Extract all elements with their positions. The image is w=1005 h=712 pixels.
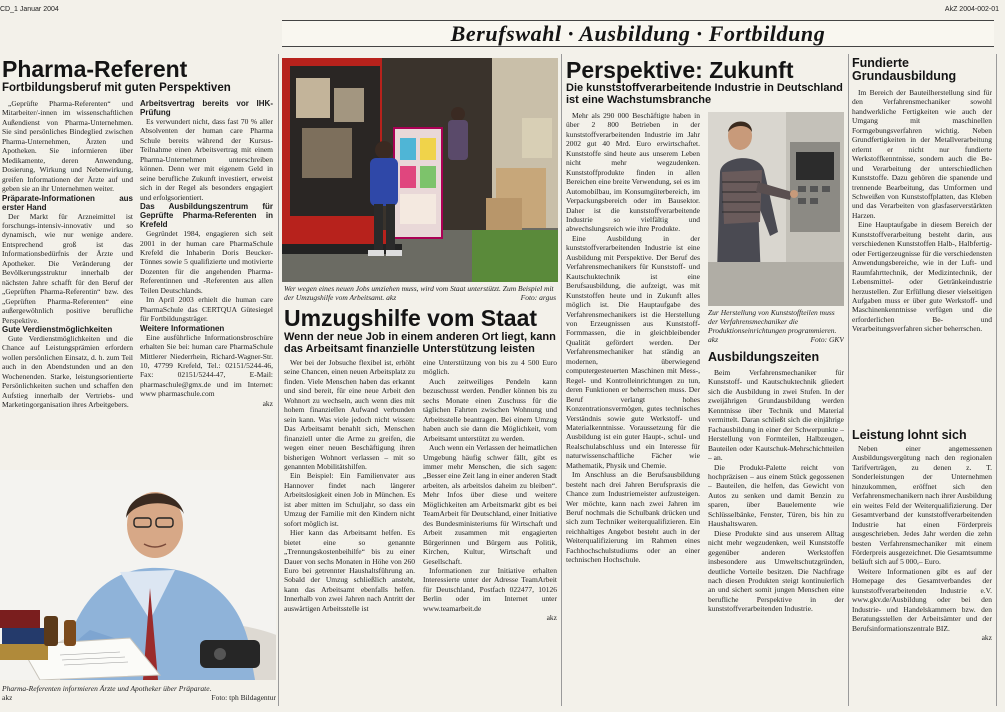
- umzug-para: Hier kann das Arbeitsamt helfen. Es bietet eine so genannte „Trennungskostenbeihilfe“ bis zu einer Dauer von sechs Monaten in Höhe von 260 Euro bei getrennter Haushaltsführung an. Sobald der Umzug schließlich ansteht, kann das Arbeitsamt ebenfalls helfen. Innerhalb von zwei Jahren nach Antritt der auswärtigen Arbeitsstelle ist: [284, 528, 415, 613]
- right-para: Neben einer angemessenen Ausbildungsvergütung nach den regionalen Tarifverträgen, zu denen z. T. Sonderleistungen der Unternehmen hinzukommen, eröffnet sich den Verfahrensmechanikern nach ihrer Ausbildung ein weites Feld der Weiterqualifizierung. Der Gesamtverband der kunststoffverarbeitenden Industrie hat einen Förderpreis ausgeschrieben. Jedes Jahr werden die zehn besten Verfahrensmechaniker mit einem Förderpreis ausgezeichnet. Die Gesamtsumme beläuft sich auf 5 000,– Euro.: [852, 444, 992, 567]
- pharma-subhead: Das Ausbildungszentrum für Geprüfte Pharma-Referenten in Krefeld: [140, 202, 273, 230]
- umzug-column-2: [423, 358, 557, 707]
- pharma-para: Im April 2003 erhielt die human care PharmaSchule das CERTQUA Gütesiegel für Fortbildungsträger.: [140, 295, 273, 324]
- zukunft-caption: Zur Herstellung von Kunststoffteilen muss der Verfahrensmechaniker die Produktionseinrichtungen programmieren. akz: [708, 308, 837, 344]
- pharma-akz: akz: [2, 693, 13, 702]
- pharma-subhead: Gute Verdienstmöglichkeiten: [2, 324, 113, 334]
- umzug-column-1: [284, 358, 415, 707]
- pharma-subhead: Arbeitsvertrag bereits vor IHK-Prüfung: [140, 99, 273, 117]
- zukunft-para: Beim Verfahrensmechaniker für Kunststoff- und Kautschuktechnik gliedert sich die Ausbildung in zwei Stufen. In der zweijährigen Grundausbildung werden Kenntnisse über Technik und Material vermittelt. Daran schließt sich die einjährige Fachausbildung in einer der Schwerpunkte – Herstellung von Formteilen, Halbzeugen, Bauteilen oder Kautschuk-Mehrschichtteilen – an.: [708, 368, 844, 463]
- umzug-para: Auch wenn ein Verlassen der heimatlichen Umgebung häufig schwer fällt, gibt es immer mehr Menschen, die sich sagen: „Besser eine Zeit lang in einer anderen Stadt arbeiten, als arbeitslos daheim zu bleiben“. Mehr Infos über diese und weitere Möglichkeiten am Arbeitsmarkt gibt es bei TeamArbeit für Deutschland, einer Initiative des Bundesministeriums für Wirtschaft und Arbeit zusammen mit engagierten Bürgerinnen und Bürgern aus Politik, Kirchen, Kultur, Wirtschaft und Gesellschaft.: [423, 443, 557, 566]
- column-divider: [848, 54, 849, 706]
- umzug-subtitle: Wenn der neue Job in einem anderen Ort liegt, kann das Arbeitsamt finanzielle Unterstützung leisten: [284, 331, 556, 355]
- umzug-para: Auch zeitweiliges Pendeln kann bezuschusst werden. Pendler können bis zu sechs Monate einen Zuschuss für die täglichen Fahrten zwischen Wohnung und Arbeitsstelle beantragen. Bei einem Umzug haben auch sie dann die Möglichkeit, vom Arbeitsamt unterstützt zu werden.: [423, 376, 557, 443]
- umzug-para: Informationen zur Initiative erhalten Interessierte unter der Adresse TeamArbeit für Deutschland, Postfach 022477, 10126 Berlin oder im Internet unter www.teamarbeit.de: [423, 565, 557, 613]
- zukunft-para: Mehr als 290 000 Beschäftigte haben in über 2 800 Betrieben in der kunststoffverarbeitenden Industrie im Jahr 2002 gut 40 Mrd. Euro erwirtschaftet. Kunststoffe sind heute aus unserem Leben nicht mehr wegzudenken. Kunststoffprodukte finden in allen Bereichen eine breite Verwendung, sei es im Automobilbau, im Konsumgüterbereich, im Verpackungsbereich oder im Bausektor. Daher ist die kunststoffverarbeitende Industrie so vielfältig und abwechslungsreich wie ihre Produkte.: [566, 111, 700, 234]
- issue-code: AkZ 2004-002-01: [944, 6, 999, 13]
- umzug-photo: [282, 58, 558, 282]
- pharma-subtitle: Fortbildungsberuf mit guten Perspektiven: [2, 82, 231, 94]
- zukunft-column-1: [566, 111, 700, 706]
- column-divider: [561, 54, 562, 706]
- umzug-para: Ein Beispiel: Ein Familienvater aus Hannover findet nach längerer Arbeitslosigkeit einen Job in München. Es ist aber mitten im Schuljahr, so dass ein Umzug der Familie mit den Kindern nicht sofort möglich ist.: [284, 471, 415, 528]
- column-divider: [278, 54, 279, 706]
- pharma-column-1: [2, 99, 133, 496]
- right-column-bottom: [852, 444, 992, 706]
- pharma-para: Der Markt für Arzneimittel ist forschungs-intensiv-innovativ und so dynamisch, wie nur wenige andere. Entsprechend groß ist das Informationsbedürfnis der Ärzte und Apotheker. Die Veränderung der Bevölkerungsstruktur innerhalb der nächsten Jahre schafft für den Beruf der „Geprüften Pharma-Referentin“ bzw. des „Geprüften Pharma-Referenten“ eine außergewöhnlich positive berufliche Perspektive.: [2, 211, 133, 325]
- right-akz: akz: [981, 633, 992, 643]
- right-column-top: [852, 88, 992, 426]
- right-para: Im Bereich der Bauteilherstellung sind für den Verfahrensmechaniker sowohl handwerkliche Fertigkeiten wie auch der Umgang mit maschinellen Formgebungsverfahren wichtig. Neben Grundfertigkeiten in der Metallverarbeitung erlernt er nicht nur fundierte Werkstoffkenntnisse, sondern auch die Be- und Verarbeitung der unterschiedlichen Kunststoffe. Dazu gehören die spanende und trennende Bearbeitung, das Umformen und Schweißen von Kunststoffplatten, das Kleben und das Verarbeiten von glasfaserverstärkten Harzen.: [852, 88, 992, 220]
- umzug-akz: akz: [546, 613, 557, 623]
- pharma-para: Eine ausführliche Informationsbroschüre erhalten Sie bei: human care PharmaSchule Mittlerer Niederrhein, Richard-Wagner-Str. 10, 47799 Krefeld, Tel.: 02151/5244-46, Fax: 02151/5244-47, E-Mail: pharmaschule@gmx.de und im Internet: www pharmaschule.com: [140, 332, 273, 399]
- pharma-para: Gegründet 1984, engagieren sich seit 2001 in der human care PharmaSchule Krefeld die Inhaberin Doris Beucker-Tönnes sowie 5 qualifizierte und motivierte Dozenten für die angehenden Pharma-Referentinnen und -Referenten aus allen Teilen Deutschlands.: [140, 229, 273, 295]
- umzug-para: Wer bei der Jobsuche flexibel ist, erhöht seine Chancen, einen neuen Arbeitsplatz zu finden. Viele Menschen haben das erkannt und sind bereit, für eine neue Arbeit den Wohnort zu wechseln, auch wenn dies mit hohem finanziellen Aufwand verbunden sein kann. Was viele jedoch nicht wissen: Das Arbeitsamt benahlt sich, Menschen finanziell unter die Arme zu greifen, die wegen einer neuen Beschäftigung ihren bisherigen Wohnort verlassen – mit so genannten Mobilitätshilfen.: [284, 358, 415, 471]
- zukunft-photo: [708, 112, 844, 306]
- right-subhead-leistung: Leistung lohnt sich: [852, 428, 967, 442]
- issue-date: CD_1 Januar 2004: [0, 6, 59, 13]
- pharma-para: „Geprüfte Pharma-Referenten“ und Mitarbeiter/-innen im wissenschaftlichen Außendienst von Pharma-Unternehmen. Sie sind persönliches Bindeglied zwischen Pharma-Unternehmen, Ärzten und Apotheken. Sie informieren über Medikamente, deren Anwendung, Dosierung, Wirkung und Nebenwirkung, greifen Informationen der Ärzte auf und geben sie an ihr Unternehmen weiter.: [2, 99, 133, 194]
- right-para: Weitere Informationen gibt es auf der Homepage des Gesamtverbandes der kunststoffverarbeitenden Industrie e.V. www.gkv.de/Ausbildung oder bei den Industrie- und Handelskammern bzw. den Beratungsstellen der Arbeitsämter und der Berufsinformationszentrale BIZ.: [852, 566, 992, 633]
- page-edge-rule: [996, 54, 997, 706]
- pharma-signature: akz: [262, 398, 273, 408]
- umzug-para: eine Unterstützung von bis zu 4 500 Euro möglich.: [423, 358, 557, 377]
- pharma-para: Es verwundert nicht, dass fast 70 % aller Absolventen der human care Pharma Schule bereits während der Kursus-Teilnahme einen Arbeitsvertrag mit einem Pharma-Unternehmen unterschreiben können. Denn wer mit eigenem Geld in seine berufliche Zukunft investiert, erweist sich in der Regel als besonders engagiert und erfolgsorientiert.: [140, 117, 273, 202]
- pharma-subhead: Weitere Informationen: [140, 323, 225, 333]
- pharma-caption: Pharma-Referenten informieren Ärzte und Apotheker über Präparate.: [2, 684, 212, 693]
- zukunft-para: Die Produkt-Palette reicht von hochpräzisen – aus einem Stück gegossenen – Bauteilen, die helfen, das Gewicht von Autos zu senken und damit Benzin zu sparen, über Bauelemente wie Schlüsselbänke, Fenster, Türen, bis hin zu Haushaltswaren.: [708, 462, 844, 529]
- zukunft-photo-credit: Foto: GKV: [810, 335, 844, 344]
- zukunft-subtitle: Die kunststoffverarbeitende Industrie in Deutschland ist eine Wachstumsbranche: [566, 82, 843, 106]
- pharma-subhead: Präparate-Informationen aus erster Hand: [2, 193, 133, 212]
- pharma-column-2: [140, 99, 273, 496]
- pharma-para: Gute Verdienstmöglichkeiten und die Chance auf Leistungsprämien erfordern wollen persönlichen Einsatz, d. h. zum Teil auch in den Abendstunden und an den Wochenenden. Starke, leistungsorientierte Persönlichkeiten suchen und schaffen den Aufstieg innerhalb der Vertriebs- und Marketingorganisation ihres Arbeitgebers.: [2, 333, 133, 410]
- right-para: Eine Hauptaufgabe in diesem Bereich der Kunststoffverarbeitung besteht darin, aus verschiedenen Kunststoffen Halb-, Halbfertig- oder Fertigerzeugnisse für die verschiedensten Anwendungsbereiche, wie in der Luft- und Raumfahrttechnik, der Medizintechnik, der Lebensmittel- oder Getränkeindustrie herzustellen. Zur Erfüllung dieser vielseitigen Aufgaben muss er über gute Werkstoff- und Maschinenkenntnisse verfügen und die erforderlichen Be- und Verarbeitungsverfahren sicher beherrschen.: [852, 220, 992, 334]
- zukunft-subhead-ausbildung: Ausbildungszeiten: [708, 350, 820, 364]
- zukunft-para: Diese Produkte sind aus unserem Alltag nicht mehr wegzudenken, weil Kunststoffe gegenüber anderen Werkstoffen insbesondere aus Umweltschutzgründen, deutliche Vorteile besitzen. Die Nachfrage nach diesen Produkten steigt kontinuierlich an und sichert somit jungen Menschen eine berufliche Perspektive in der kunststoffverarbeitenden Industrie.: [708, 528, 844, 614]
- zukunft-column-2: [708, 368, 844, 706]
- umzug-photo-credit: Foto: argus: [520, 293, 556, 302]
- zukunft-title: Perspektive: Zukunft: [566, 57, 794, 83]
- right-subhead-grundausbildung: Fundierte Grundausbildung: [852, 56, 957, 83]
- section-banner: Berufswahl · Ausbildung · Fortbildung: [282, 20, 994, 47]
- pharma-photo-credit: Foto: tph Bildagentur: [211, 693, 276, 702]
- zukunft-para: Im Anschluss an die Berufsausbildung besteht nach drei Jahren Berufspraxis die Chance zum Industriemeister aufzusteigen. Wer möchte, kann nach zwei Jahren im Beruf nochmals die Schulbank drücken und sich zum Techniker weiterqualifizieren. Ein reichhaltiges Angebot besteht auch in der Weiterqualifizierung im Rahmen eines Fachhochschulstudiums oder an einer technischen Hochschule.: [566, 470, 700, 565]
- pharma-title: Pharma-Referent: [2, 56, 188, 82]
- umzug-caption: Wer wegen eines neuen Jobs umziehen muss, wird vom Staat unterstützt. Zum Beispiel mit der Umzugshilfe vom Arbeitsamt. akz: [284, 284, 554, 302]
- umzug-title: Umzugshilfe vom Staat: [284, 305, 538, 331]
- zukunft-para: Eine Ausbildung in der kunststoffverarbeitenden Industrie ist eine Ausbildung mit Perspektive. Der Beruf des Verfahrensmechanikers für Kunststoff- und Kautschuktechnik ist eine Berufsausbildung, die aufzeigt, was mit Kunststoffen heute und in Zukunft alles möglich ist. Die Hauptaufgabe des Verfahrensmechanikers ist die Herstellung von Erzeugnissen aus Kunststoff-Formmassen, die in gleichbleibender Qualität gefördert werden. Der Verfahrensmechaniker hat ständig an modernen, überwiegend computergesteuerten Maschinen mit Mess-, Regel- und Kontrolleinrichtungen zu tun, deren Funktionen er beherrschen muss. Der Beruf verlangt hohes Konzentrationsvermögen, gutes technisches Verständnis sowie gute Werkstoff- und Materialkenntnisse. Voraussetzung für die Ausbildung ist ein guter Haupt-, schul- und Realschulabschluss und ein Interesse für naturwissenschaftliche Fächer wie Mathematik, Physik und Chemie.: [566, 233, 700, 470]
- pharma-photo: [0, 470, 276, 680]
